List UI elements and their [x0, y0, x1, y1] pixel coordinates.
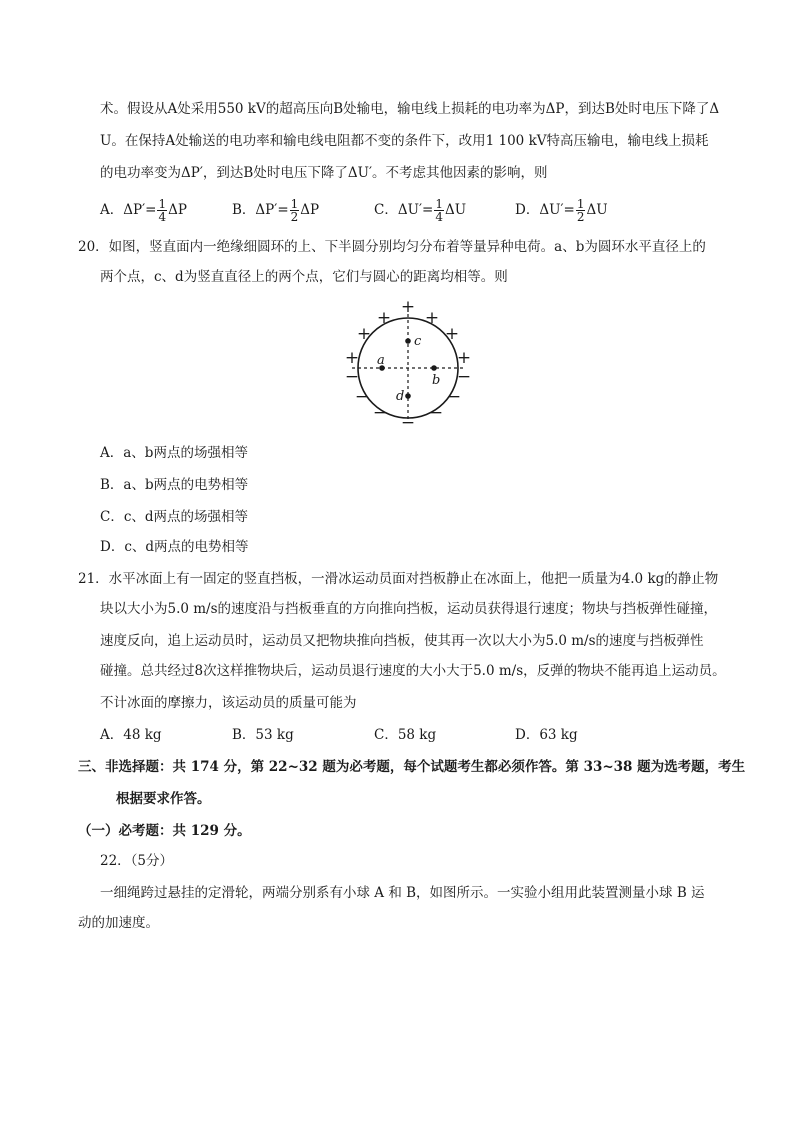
- plus-sign: +: [376, 308, 392, 328]
- label-a: a: [377, 353, 385, 368]
- label-c: c: [414, 334, 422, 349]
- q19-option-c: C．ΔU′= $\frac{1}{4}$ ΔU: [374, 197, 467, 224]
- q20-option-b: B．a、b两点的电势相等: [100, 477, 249, 493]
- q19-text-line2: U。在保持A处输送的电功率和输电线电阻都不变的条件下，改用1 100 kV特高压输电，输电线上损耗: [100, 133, 709, 149]
- plus-sign: +: [424, 308, 440, 328]
- plus-sign: +: [400, 297, 416, 317]
- q20-text-line2: 两个点，c、d为竖直直径上的两个点，它们与圆心的距离均相等。则: [100, 269, 508, 285]
- plus-sign: +: [456, 348, 472, 368]
- fraction: $\frac{1}{4}$: [435, 197, 443, 224]
- q21-text-line3: 速度反向，追上运动员时，运动员又把物块推向挡板，使其再一次以大小为5.0 m/s的速度与挡板弹性: [100, 633, 704, 649]
- q20-option-c: C．c、d两点的场强相等: [100, 509, 249, 525]
- q22-text-line2: 动的加速度。: [78, 915, 159, 931]
- q20-option-a: A．a、b两点的场强相等: [100, 445, 248, 461]
- plus-sign: +: [344, 348, 360, 368]
- q21-text-line1: 21．水平冰面上有一固定的竖直挡板，一滑冰运动员面对挡板静止在冰面上，他把一质量为4.0 kg的静止物: [78, 571, 719, 587]
- q19-option-a: A．ΔP′= $\frac{1}{4}$ ΔP: [100, 197, 187, 224]
- section3-subheading: （一）必考题：共 129 分。: [78, 823, 251, 839]
- q21-text-line2: 块以大小为5.0 m/s的速度沿与挡板垂直的方向推向挡板，运动员获得退行速度；物块与挡板弹性碰撞，: [100, 601, 718, 617]
- q20-text-line1: 20．如图，竖直面内一绝缘细圆环的上、下半圆分别均匀分布着等量异种电荷。a、b为圆环水平直径上的: [78, 239, 706, 255]
- minus-sign: −: [456, 367, 472, 387]
- minus-sign: −: [428, 403, 444, 423]
- q20-option-d: D．c、d两点的电势相等: [100, 539, 249, 555]
- section3-heading-line1: 三、非选择题：共 174 分，第 22~32 题为必考题，每个试题考生都必须作答。第 33~38 题为选考题，考生: [78, 759, 746, 775]
- plus-sign: +: [444, 324, 460, 344]
- fraction: $\frac{1}{4}$: [158, 197, 167, 224]
- q19-option-b: B．ΔP′= $\frac{1}{2}$ ΔP: [232, 197, 320, 224]
- q19-text-line1: 术。假设从A处采用550 kV的超高压向B处输电，输电线上损耗的电功率为ΔP，到达B处时电压下降了Δ: [100, 101, 720, 117]
- q21-text-line5: 不计冰面的摩擦力，该运动员的质量可能为: [100, 695, 357, 711]
- minus-sign: −: [354, 387, 370, 407]
- plus-sign: +: [356, 324, 372, 344]
- point-d: [405, 393, 411, 399]
- minus-sign: −: [400, 413, 416, 430]
- fraction: $\frac{1}{2}$: [290, 197, 299, 224]
- charged-ring-figure: [330, 296, 490, 430]
- q22-heading: 22．（5分）: [100, 853, 174, 869]
- minus-sign: −: [372, 403, 388, 423]
- q19-option-d: D．ΔU′= $\frac{1}{2}$ ΔU: [515, 197, 608, 224]
- point-b: [431, 365, 437, 371]
- q21-option-c: C．58 kg: [374, 727, 437, 743]
- q21-option-d: D．63 kg: [515, 727, 578, 743]
- minus-sign: −: [344, 367, 360, 387]
- minus-sign: −: [446, 387, 462, 407]
- q19-text-line3: 的电功率变为ΔP′，到达B处时电压下降了ΔU′。不考虑其他因素的影响，则: [100, 165, 548, 181]
- q21-option-a: A．48 kg: [100, 727, 162, 743]
- q21-text-line4: 碰撞。总共经过8次这样推物块后，运动员退行速度的大小大于5.0 m/s，反弹的物块不能再追上运动员。: [100, 663, 726, 679]
- q21-option-b: B．53 kg: [232, 727, 294, 743]
- q22-text-line1: 一细绳跨过悬挂的定滑轮，两端分别系有小球 A 和 B，如图所示。一实验小组用此装置测量小球 B 运: [100, 885, 705, 901]
- section3-heading-line2: 根据要求作答。: [116, 791, 211, 807]
- point-c: [405, 338, 411, 344]
- label-d: d: [396, 389, 405, 404]
- fraction: $\frac{1}{2}$: [576, 197, 585, 224]
- label-b: b: [432, 373, 441, 388]
